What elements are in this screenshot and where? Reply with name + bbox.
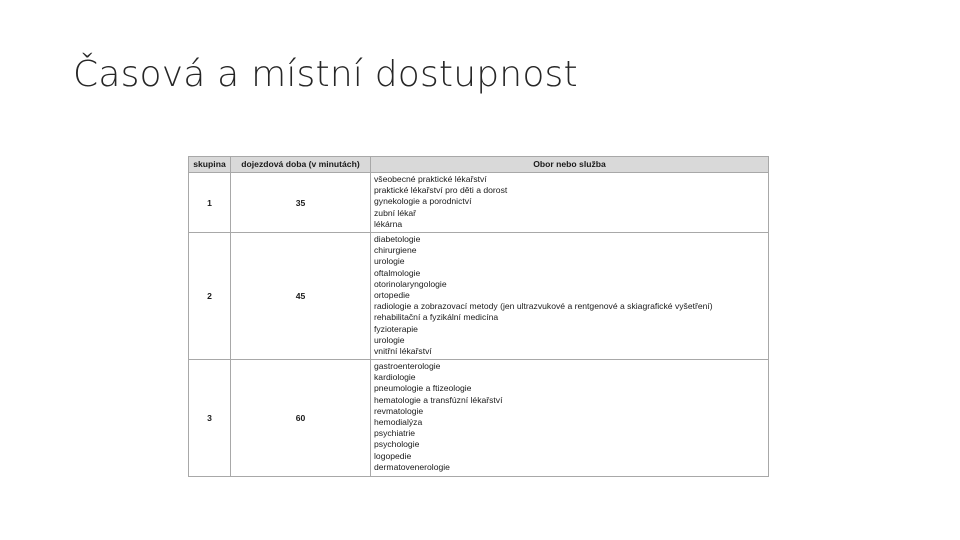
table-row [189,233,769,360]
service-item: revmatologie [374,405,424,416]
service-item: gynekologie a porodnictví [374,196,472,207]
service-item: kardiologie [374,372,416,383]
service-item: oftalmologie [374,267,421,278]
services-cell [371,233,769,360]
table-header [189,157,769,173]
service-item: chirurgiene [374,245,417,256]
service-item: ortopedie [374,290,410,301]
group-cell: 3 [189,360,231,477]
service-item: rehabilitační a fyzikální medicína [374,312,499,323]
service-item: pneumologie a ftizeologie [374,383,472,394]
services-cell [371,173,769,233]
group-cell: 1 [189,173,231,233]
service-item: hematologie a transfúzní lékařství [374,394,503,405]
travel-time-cell: 60 [231,360,371,477]
service-item: všeobecné praktické lékařství [374,174,487,184]
travel-time-cell: 35 [231,173,371,233]
header-group: skupina [189,157,231,173]
service-item: gastroenterologie [374,361,441,371]
header-service: Obor nebo služba [371,157,769,173]
table-header-row [189,157,769,173]
services-cell [371,360,769,477]
service-item: fyzioterapie [374,323,418,334]
travel-time-cell: 45 [231,233,371,360]
service-item: zubní lékař [374,207,417,218]
availability-table [188,156,769,477]
header-travel-time: dojezdová doba (v minutách) [231,157,371,173]
services-list [374,361,768,473]
service-item: logopedie [374,450,412,461]
table-body [189,173,769,477]
service-item: urologie [374,334,405,345]
service-item: lékárna [374,218,403,229]
group-cell: 2 [189,233,231,360]
service-item: otorinolaryngologie [374,278,447,289]
service-item: dermatovenerologie [374,461,450,472]
service-item: praktické lékařství pro děti a dorost [374,185,508,196]
service-item: urologie [374,256,405,267]
service-item: vnitřní lékařství [374,346,432,357]
service-item: psychiatrie [374,428,416,439]
services-list [374,174,768,230]
service-item: psychologie [374,439,420,450]
service-item: hemodialýza [374,417,423,428]
service-item: radiologie a zobrazovací metody (jen ultrazvukové a rentgenové a skiagrafické vyšetření) [374,301,713,312]
slide-title: Časová a místní dostupnost [73,54,578,95]
service-item: diabetologie [374,234,421,244]
table-row [189,360,769,477]
availability-table-container [188,156,768,476]
services-list [374,234,768,357]
table-row [189,173,769,233]
